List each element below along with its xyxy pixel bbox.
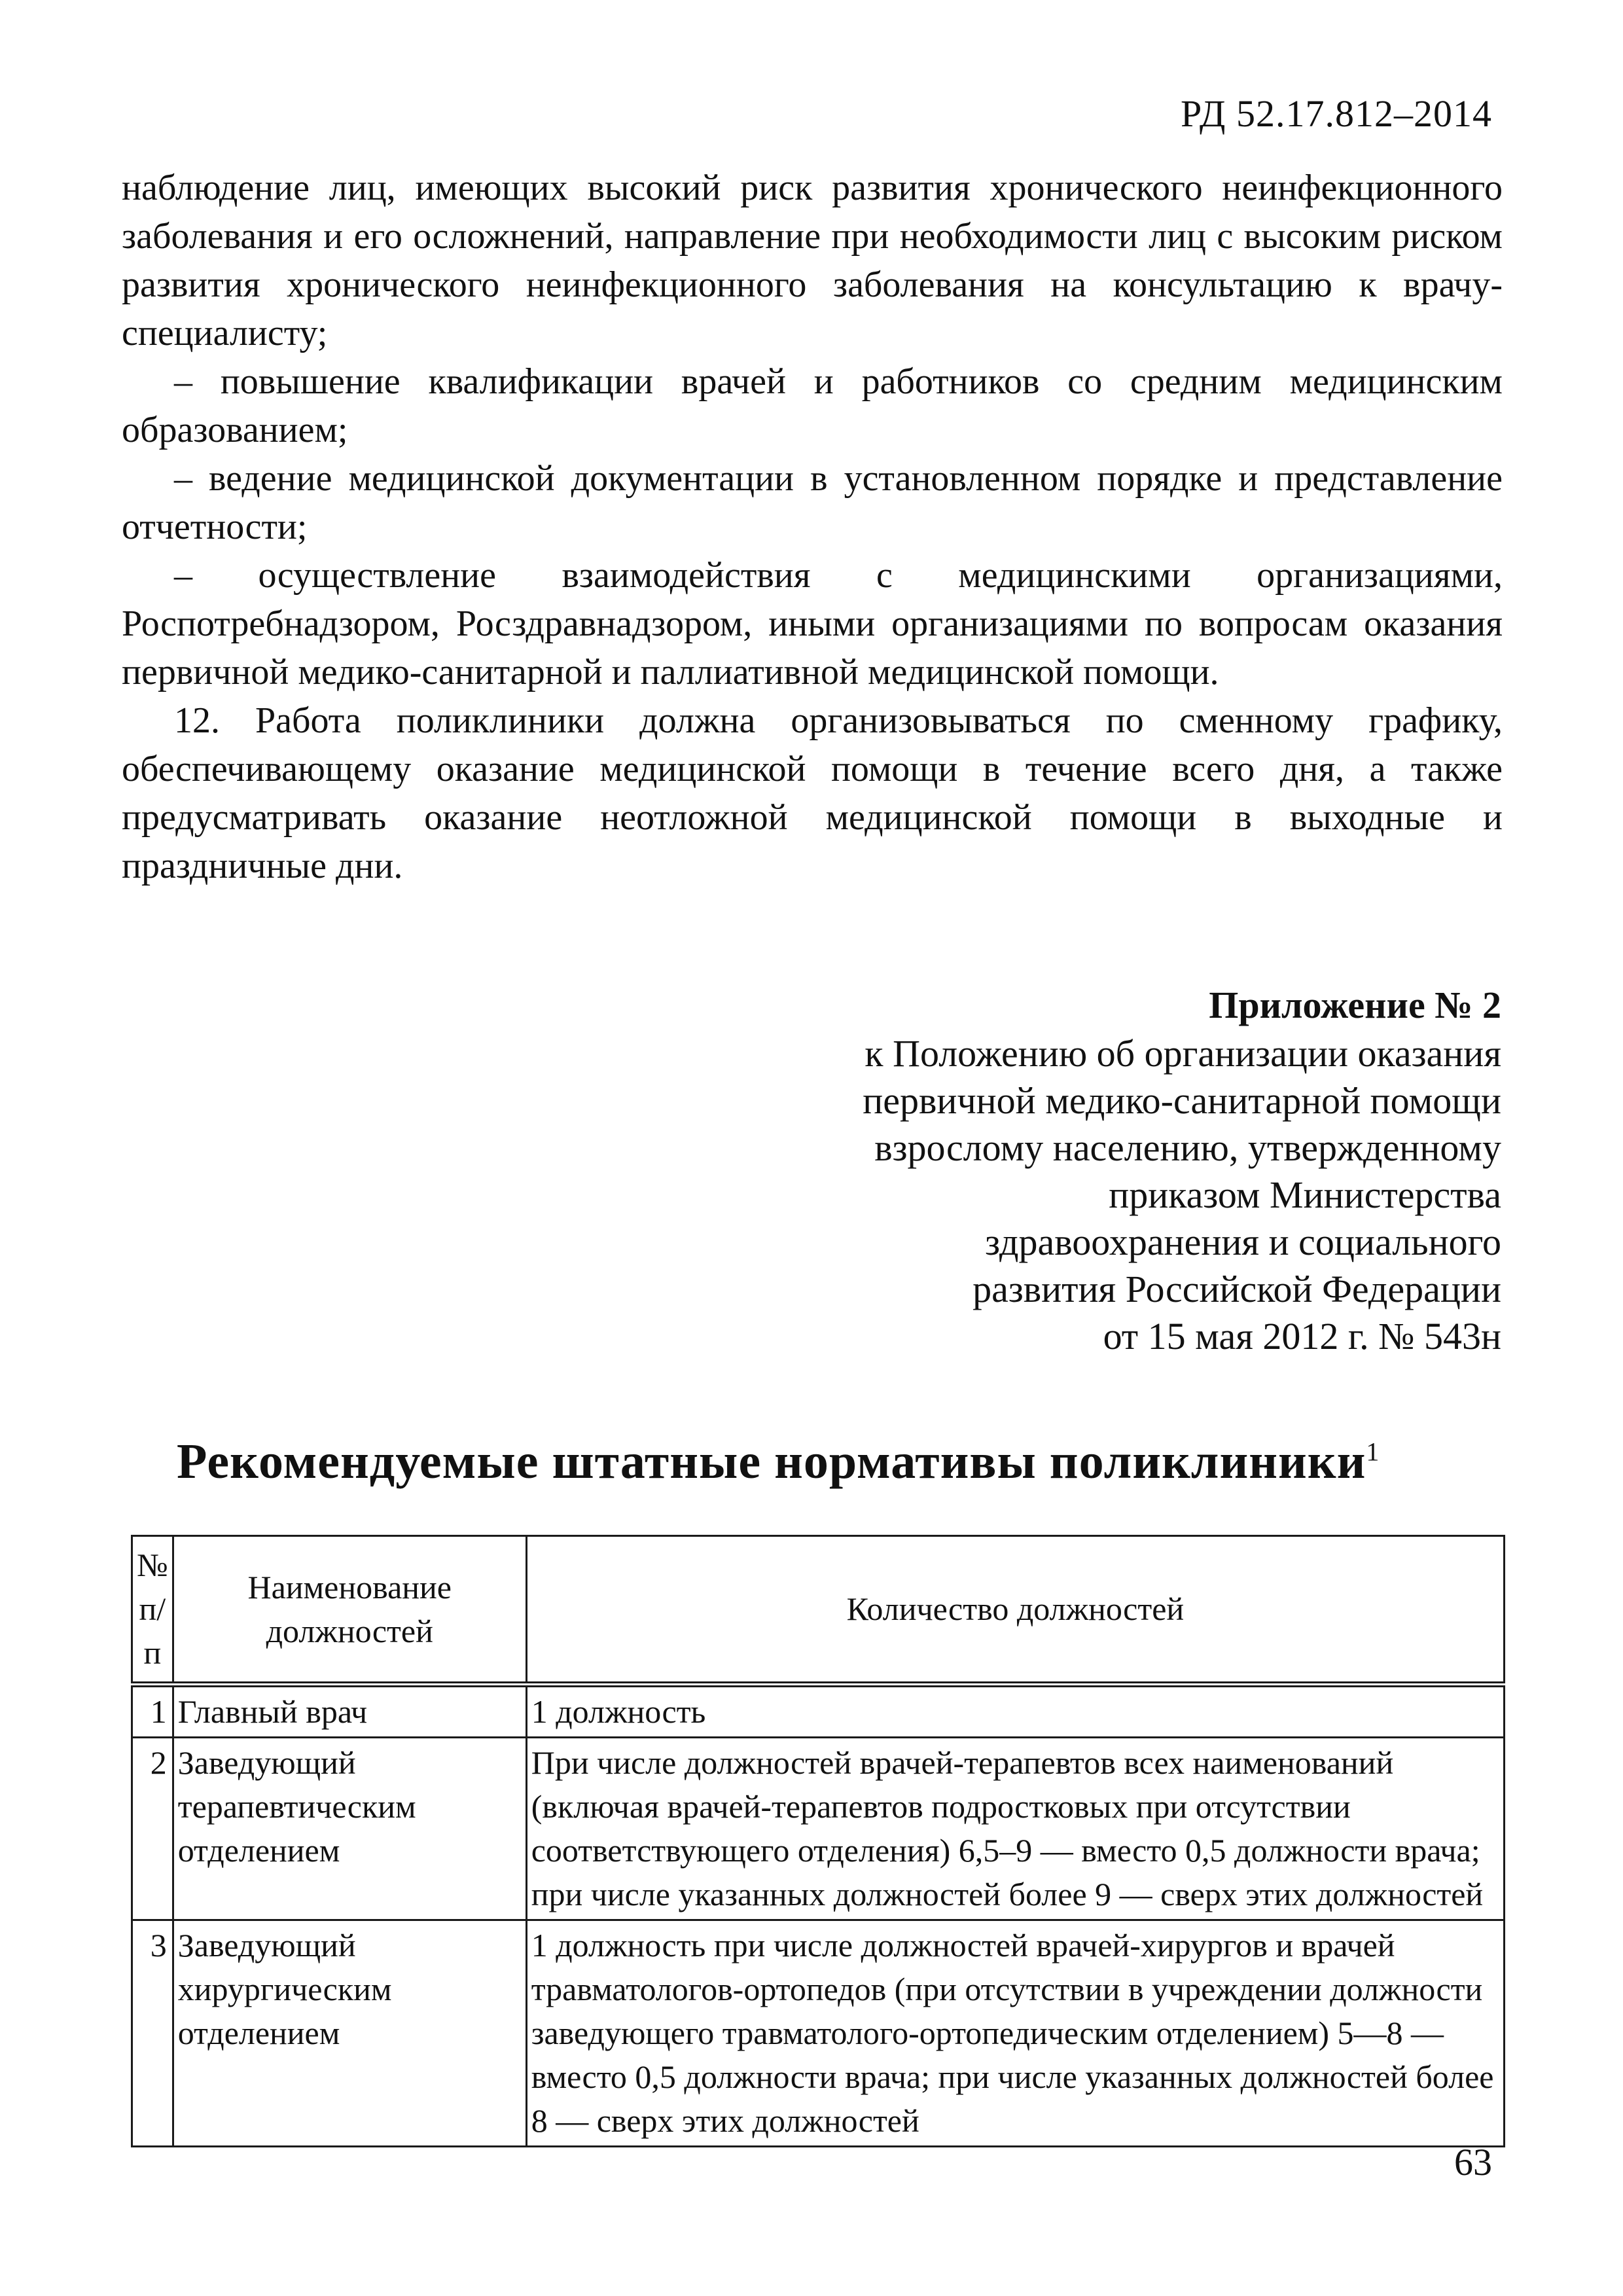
row-position-name: Заведующий терапевтическим отделением [173, 1738, 526, 1920]
table-header-row [132, 1536, 1505, 1685]
paragraph-observation: наблюдение лиц, имеющих высокий риск развития хронического неинфекционного заболевания и его осложнений, направление при необходимости лиц с высоким риском развития хронического неинфекционного заболевания на консультацию к врачу-специалисту; [122, 168, 1503, 353]
appendix-line: первичной медико-санитарной помощи [863, 1079, 1501, 1122]
row-number: 1 [132, 1685, 173, 1738]
appendix-block [520, 982, 1501, 1360]
paragraph-schedule: 12. Работа поликлиники должна организовываться по сменному графику, обеспечивающему оказание медицинской помощи в течение всего дня, а также предусматривать оказание неотложной медицинской помощи в выходные и праздничные дни. [122, 700, 1503, 886]
footnote-marker: 1 [1366, 1437, 1380, 1467]
body-text [122, 164, 1503, 890]
appendix-line: от 15 мая 2012 г. № 543н [1103, 1315, 1501, 1357]
row-number: 2 [132, 1738, 173, 1920]
row-position-name: Главный врач [173, 1685, 526, 1738]
appendix-line: взрослому населению, утвержденному [874, 1126, 1501, 1169]
appendix-line: развития Российской Федерации [972, 1268, 1501, 1310]
staffing-table [131, 1535, 1505, 2147]
table-row [132, 1920, 1505, 2147]
appendix-title: Приложение № 2 [1209, 984, 1501, 1026]
document-code: РД 52.17.812–2014 [1181, 92, 1492, 135]
paragraph-interaction: – осуществление взаимодействия с медицинскими организациями, Роспотребнадзором, Росздравнадзором, иными организациями по вопросам оказания первичной медико-санитарной и паллиативной медицинской помощи. [122, 555, 1503, 692]
appendix-line: к Положению об организации оказания [865, 1032, 1501, 1075]
table-row [132, 1738, 1505, 1920]
row-position-name: Заведующий хирургическим отделением [173, 1920, 526, 2147]
table-row [132, 1685, 1505, 1738]
header-position-count: Количество должностей [526, 1536, 1504, 1685]
header-number: № п/п [132, 1536, 173, 1685]
paragraph-qualification: – повышение квалификации врачей и работников со средним медицинским образованием; [122, 361, 1503, 450]
row-position-count: 1 должность при числе должностей врачей-хирургов и врачей травматологов-ортопедов (при отсутствии в учреждении должности заведующего травматолого-ортопедическим отделением) 5—8 — вместо 0,5 должности врача; при числе указанных должностей более 8 — сверх этих должностей [526, 1920, 1504, 2147]
section-title [177, 1433, 1380, 1490]
section-title-text: Рекомендуемые штатные нормативы поликлиники [177, 1434, 1366, 1489]
row-number: 3 [132, 1920, 173, 2147]
paragraph-documentation: – ведение медицинской документации в установленном порядке и представление отчетности; [122, 458, 1503, 547]
appendix-line: приказом Министерства [1109, 1174, 1501, 1216]
appendix-line: здравоохранения и социального [985, 1221, 1501, 1263]
row-position-count: 1 должность [526, 1685, 1504, 1738]
header-position-name: Наименование должностей [173, 1536, 526, 1685]
row-position-count: При числе должностей врачей-терапевтов всех наименований (включая врачей-терапевтов подростковых при отсутствии соответствующего отделения) 6,5–9 — вместо 0,5 должности врача; при числе указанных должностей более 9 — сверх этих должностей [526, 1738, 1504, 1920]
page-number: 63 [1454, 2141, 1492, 2183]
